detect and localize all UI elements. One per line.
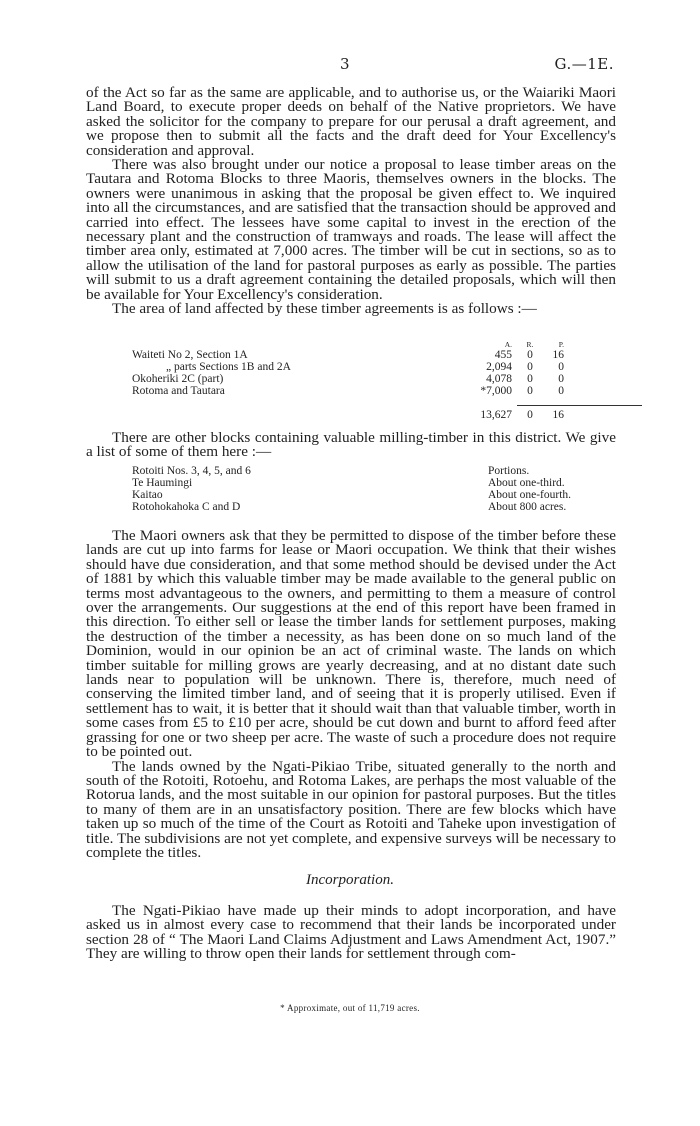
row-perches: 0 xyxy=(558,373,564,385)
paragraph-group-4 xyxy=(86,904,616,962)
list-item xyxy=(132,477,592,489)
paragraph: The Ngati-Pikiao have made up their minds to adopt incorporation, and have asked us in almost every case to recommend that their lands be incorporated under section 28 of “ The Maori Land Claims Adjustment and Laws Amendment Act, 1907.” They are willing to throw open their lands for settlement through com- xyxy=(86,902,616,963)
list-item xyxy=(132,501,592,513)
row-roods: 0 xyxy=(527,361,533,373)
total-roods: 0 xyxy=(527,409,533,421)
list-item xyxy=(132,465,592,477)
table-total-row xyxy=(132,409,572,421)
row-acres: 2,094 xyxy=(486,361,512,373)
document-code: G.—1E. xyxy=(554,55,614,73)
block-name: Rotoiti Nos. 3, 4, 5, and 6 xyxy=(132,465,251,477)
table-row xyxy=(132,349,572,361)
page-number: 3 xyxy=(340,55,350,73)
table-row xyxy=(132,361,572,373)
row-roods: 0 xyxy=(527,385,533,397)
header-acres: A. xyxy=(504,340,512,349)
paragraph: The Maori owners ask that they be permitted to dispose of the timber before these lands are cut up into farms for lease or Maori occupation. We think that their wishes should have due consideration, and that some method should be devised under the Act of 1881 by which this valuable timber may be made available to the general public on terms most advantageous to the owners, and permitting to them a measure of control over the arrangements. Our suggestions at the end of this report have been framed in this direction. To either sell or lease the timber lands for settlement purposes, making the destruction of the timber a necessity, as has been done on so much land of the Dominion, would in our opinion be an act of criminal waste. The lands on which timber suitable for milling grows are yearly decreasing, and at no distant date such lands near to population will be unknown. There is, therefore, much need of conserving the limited timber land, and of seeing that it is properly utilised. Even if settlement has to wait, it is better that it should wait than that valuable timber, worth in some cases from £5 to £10 per acre, should be cut down and burnt to afford feed after grassing for one or two sheep per acre. The waste of such a procedure does not require to be pointed out. xyxy=(86,527,616,761)
paragraph: of the Act so far as the same are applicable, and to authorise us, or the Waiariki Maori Land Board, to execute proper deeds on behalf of the Native proprietors. We have asked the solicitor for the company to prepare for our perusal a draft agreement, and we propose then to submit all the facts and the draft deed for Your Excellency's consideration and approval. xyxy=(86,84,616,159)
row-perches: 16 xyxy=(552,349,564,361)
total-perches: 16 xyxy=(552,409,564,421)
paragraph-group-1 xyxy=(86,86,616,317)
row-name: Waiteti No 2, Section 1A xyxy=(132,349,248,361)
paragraph-group-2 xyxy=(86,431,616,460)
table-row xyxy=(132,373,572,385)
list-item xyxy=(132,489,592,501)
row-acres: *7,000 xyxy=(480,385,512,397)
block-timber: About one-fourth. xyxy=(488,489,572,501)
header-roods: R. xyxy=(526,340,534,349)
row-perches: 0 xyxy=(558,361,564,373)
paragraph: The area of land affected by these timber agreements is as follows :— xyxy=(112,300,537,318)
paragraph-group-3 xyxy=(86,529,616,860)
footnote: * Approximate, out of 11,719 acres. xyxy=(280,1003,420,1013)
table-header-row xyxy=(132,340,572,349)
paragraph: There are other blocks containing valuable milling-timber in this district. We give a list of some of them here :— xyxy=(86,429,616,461)
total-rule xyxy=(517,405,642,406)
paragraph: The lands owned by the Ngati-Pikiao Tribe, situated generally to the north and south of the Rotoiti, Rotoehu, and Rotoma Lakes, are perhaps the most valuable of the Rotorua lands, and the most suitable in our opinion for pastoral purposes. But the titles to many of them are in an unsatisfactory position. There are few blocks which have taken up so much of the time of the Court as Rotoiti and Taheke upon investigation of title. The subdivisions are not yet complete, and expensive surveys will be necessary to complete the titles. xyxy=(86,757,616,861)
section-heading: Incorporation. xyxy=(306,872,394,888)
header-perches: P. xyxy=(558,340,564,349)
row-name: Rotoma and Tautara xyxy=(132,385,225,397)
row-roods: 0 xyxy=(527,373,533,385)
row-name: „ parts Sections 1B and 2A xyxy=(166,361,291,373)
paragraph: There was also brought under our notice a proposal to lease timber areas on the Tautara and Rotoma Blocks to three Maoris, themselves owners in the blocks. The owners were unanimous in asking that the proposal be given effect to. We inquired into all the circumstances, and are satisfied that the transaction should be approved and carried into effect. The lessees have some capital to invest in the erection of the necessary plant and the construction of tramways and roads. The lease will affect the timber area only, estimated at 7,000 acres. The timber will be cut in sections, so as to allow the utilisation of the land for pastoral purposes as early as possible. The parties will submit to us a draft agreement containing the detailed proposals, which will then be available for Your Excellency's consideration. xyxy=(86,156,616,303)
block-timber: About one-third. xyxy=(488,477,565,489)
row-acres: 455 xyxy=(494,349,512,361)
block-name: Te Haumingi xyxy=(132,477,193,489)
timber-blocks-list xyxy=(132,465,592,513)
block-timber: Portions. xyxy=(488,465,530,477)
row-perches: 0 xyxy=(558,385,564,397)
table-row xyxy=(132,385,572,397)
row-roods: 0 xyxy=(527,349,533,361)
block-name: Kaitao xyxy=(132,489,163,501)
area-table xyxy=(132,340,572,421)
table-divider xyxy=(132,397,572,409)
block-timber: About 800 acres. xyxy=(488,501,567,513)
total-acres: 13,627 xyxy=(480,409,512,421)
block-name: Rotohokahoka C and D xyxy=(132,501,241,513)
row-acres: 4,078 xyxy=(486,373,512,385)
row-name: Okoheriki 2C (part) xyxy=(132,373,224,385)
